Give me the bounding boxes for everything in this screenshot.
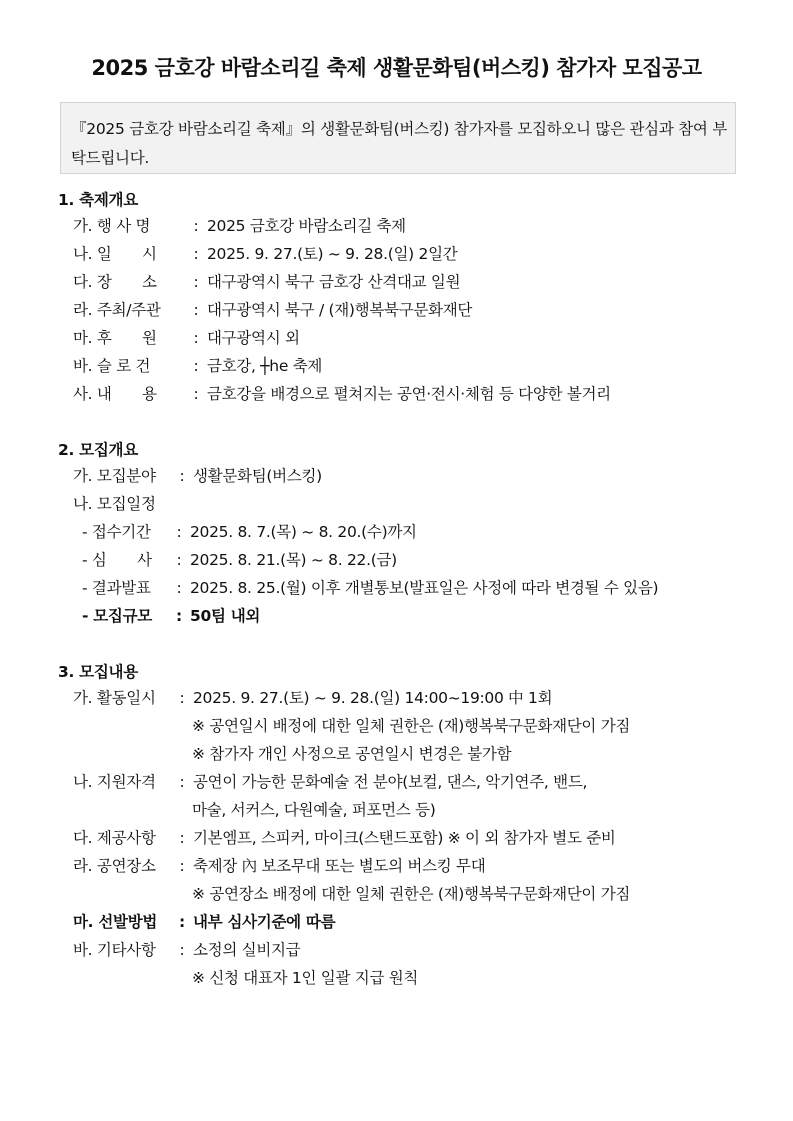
overview-item-host — [73, 298, 472, 320]
item-value: 공연이 가능한 문화예술 전 분야(보컬, 댄스, 악기연주, 밴드, — [193, 773, 588, 791]
item-value: 2025. 8. 25.(월) 이후 개별통보(발표일은 사정에 따라 변경될 수 있음) — [190, 579, 659, 597]
item-label: 마. 선발방법 — [73, 913, 158, 931]
item-value: 2025. 9. 27.(토) ~ 9. 28.(일) 14:00~19:00 中 1회 — [193, 689, 553, 707]
item-label: - 접수기간 — [82, 523, 151, 541]
overview-item-name — [73, 214, 406, 236]
item-label: - 심 사 — [82, 551, 152, 569]
item-value: 생활문화팀(버스킹) — [193, 467, 322, 485]
overview-item-slogan — [73, 354, 322, 376]
section-heading-recruit-content: 3. 모집내용 — [58, 663, 138, 681]
item-label: 가. 행 사 명 — [73, 217, 151, 235]
item-label: 가. 모집분야 — [73, 467, 156, 485]
item-value: 대구광역시 외 — [207, 329, 300, 347]
item-label: 마. 후 원 — [73, 329, 157, 347]
selection-method — [73, 910, 335, 932]
recruit-scale — [82, 604, 260, 626]
item-value: 대구광역시 북구 / (재)행복북구문화재단 — [207, 301, 473, 319]
item-label: 라. 주최/주관 — [73, 301, 161, 319]
item-value: 2025. 9. 27.(토) ~ 9. 28.(일) 2일간 — [207, 245, 458, 263]
item-label: 나. 지원자격 — [73, 773, 156, 791]
performance-venue — [73, 854, 485, 876]
schedule-item-application — [82, 520, 417, 542]
colon-separator: : — [176, 523, 182, 541]
activity-note: ※ 공연일시 배정에 대한 일체 권한은 (재)행복북구문화재단이 가짐 — [192, 717, 631, 735]
item-label: 바. 슬 로 건 — [73, 357, 151, 375]
section-heading-overview: 1. 축제개요 — [58, 191, 138, 209]
colon-separator: : — [179, 467, 185, 485]
qualification-continued: 마술, 서커스, 다원예술, 퍼포먼스 등) — [192, 801, 436, 819]
item-value: 2025. 8. 21.(목) ~ 8. 22.(금) — [190, 551, 397, 569]
recruit-field — [73, 464, 322, 486]
section-heading-recruit-overview: 2. 모집개요 — [58, 441, 138, 459]
item-label: - 결과발표 — [82, 579, 151, 597]
colon-separator: : — [179, 913, 185, 931]
other-note: ※ 신청 대표자 1인 일괄 지급 원칙 — [192, 969, 419, 987]
colon-separator: : — [193, 217, 199, 235]
item-label: - 모집규모 — [82, 607, 152, 625]
colon-separator: : — [193, 245, 199, 263]
item-value: 금호강, ┼he 축제 — [207, 357, 323, 375]
other-matters — [73, 938, 300, 960]
intro-box: 『2025 금호강 바람소리길 축제』의 생활문화팀(버스킹) 참가자를 모집하오니 많은 관심과 참여 부탁드립니다. — [60, 102, 736, 174]
overview-item-sponsor — [73, 326, 300, 348]
item-value: 대구광역시 북구 금호강 산격대교 일원 — [207, 273, 461, 291]
colon-separator: : — [179, 773, 185, 791]
colon-separator: : — [179, 689, 185, 707]
item-value: 기본엠프, 스피커, 마이크(스탠드포함) ※ 이 외 참가자 별도 준비 — [193, 829, 616, 847]
item-label: 라. 공연장소 — [73, 857, 156, 875]
colon-separator: : — [179, 941, 185, 959]
overview-item-date — [73, 242, 457, 264]
colon-separator: : — [193, 357, 199, 375]
overview-item-place — [73, 270, 460, 292]
item-value: 50팀 내외 — [190, 607, 261, 625]
item-value: 2025. 8. 7.(목) ~ 8. 20.(수)까지 — [190, 523, 417, 541]
colon-separator: : — [176, 579, 182, 597]
colon-separator: : — [176, 607, 182, 625]
item-value: 2025 금호강 바람소리길 축제 — [207, 217, 406, 235]
item-label: 가. 활동일시 — [73, 689, 156, 707]
colon-separator: : — [176, 551, 182, 569]
colon-separator: : — [193, 273, 199, 291]
item-label: 바. 기타사항 — [73, 941, 156, 959]
activity-date — [73, 686, 552, 708]
item-value: 금호강을 배경으로 펼쳐지는 공연·전시·체험 등 다양한 볼거리 — [207, 385, 611, 403]
overview-item-content — [73, 382, 611, 404]
colon-separator: : — [193, 301, 199, 319]
page-title: 2025 금호강 바람소리길 축제 생활문화팀(버스킹) 참가자 모집공고 — [91, 56, 702, 80]
colon-separator: : — [179, 829, 185, 847]
qualification — [73, 770, 587, 792]
item-value: 소정의 실비지급 — [193, 941, 301, 959]
colon-separator: : — [193, 329, 199, 347]
provided-items — [73, 826, 616, 848]
item-value: 내부 심사기준에 따름 — [193, 913, 336, 931]
item-value: 축제장 內 보조무대 또는 별도의 버스킹 무대 — [193, 857, 486, 875]
item-label: 사. 내 용 — [73, 385, 157, 403]
colon-separator: : — [193, 385, 199, 403]
item-label: 다. 장 소 — [73, 273, 157, 291]
venue-note: ※ 공연장소 배정에 대한 일체 권한은 (재)행복북구문화재단이 가짐 — [192, 885, 631, 903]
activity-note: ※ 참가자 개인 사정으로 공연일시 변경은 불가함 — [192, 745, 512, 763]
schedule-item-announcement — [82, 576, 658, 598]
item-label: 다. 제공사항 — [73, 829, 156, 847]
colon-separator: : — [179, 857, 185, 875]
schedule-item-review — [82, 548, 397, 570]
item-label: 나. 일 시 — [73, 245, 157, 263]
recruit-schedule-label: 나. 모집일정 — [73, 495, 156, 513]
